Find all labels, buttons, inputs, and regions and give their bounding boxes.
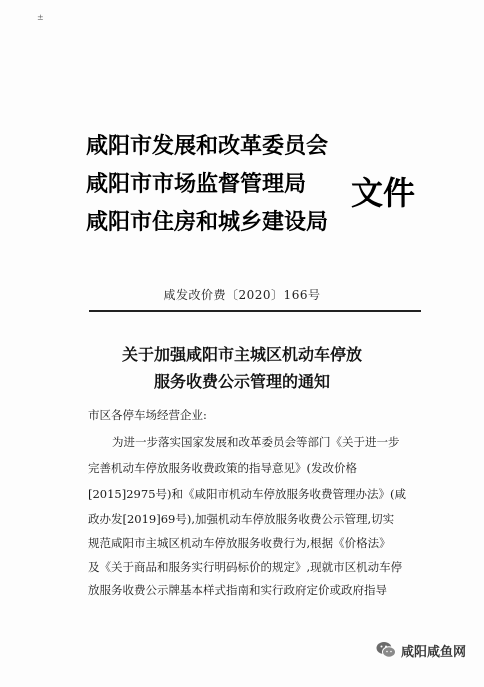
document-title-line-1: 关于加强咸阳市主城区机动车停放 — [121, 345, 362, 364]
body-line: 及《关于商品和服务实行明码标价的规定》,现就市区机动车停 — [88, 560, 403, 574]
issuing-org-2: 咸阳市市场监督管理局 — [86, 172, 307, 197]
body-line: 放服务收费公示牌基本样式指南和实行政府定价或政府指导 — [88, 583, 387, 597]
document-number: 咸发改价费〔2020〕166号 — [163, 288, 321, 302]
document-title-line-2: 服务收费公示管理的通知 — [153, 372, 330, 391]
salutation: 市区各停车场经营企业: — [88, 408, 207, 422]
body-line: 规范咸阳市主城区机动车停放服务收费行为,根据《价格法》 — [88, 536, 391, 550]
issuing-org-1: 咸阳市发展和改革委员会 — [86, 134, 329, 159]
wechat-icon — [376, 641, 396, 659]
watermark — [376, 639, 466, 661]
body-line: 完善机动车停放服务收费政策的指导意见》(发改价格 — [88, 461, 357, 475]
doc-type-label: 文件 — [351, 174, 416, 212]
issuing-org-3: 咸阳市住房和城乡建设局 — [86, 210, 329, 235]
body-line: [2015]2975号)和《咸阳市机动车停放服务收费管理办法》(咸 — [88, 487, 406, 501]
corner-mark: ± — [37, 13, 44, 22]
body-line: 政办发[2019]69号),加强机动车停放服务收费公示管理,切实 — [88, 512, 395, 526]
issuing-header — [86, 134, 426, 234]
body-line: 为进一步落实国家发展和改革委员会等部门《关于进一步 — [112, 435, 400, 449]
watermark-text: 咸阳咸鱼网 — [400, 644, 466, 660]
header-divider — [89, 310, 421, 312]
